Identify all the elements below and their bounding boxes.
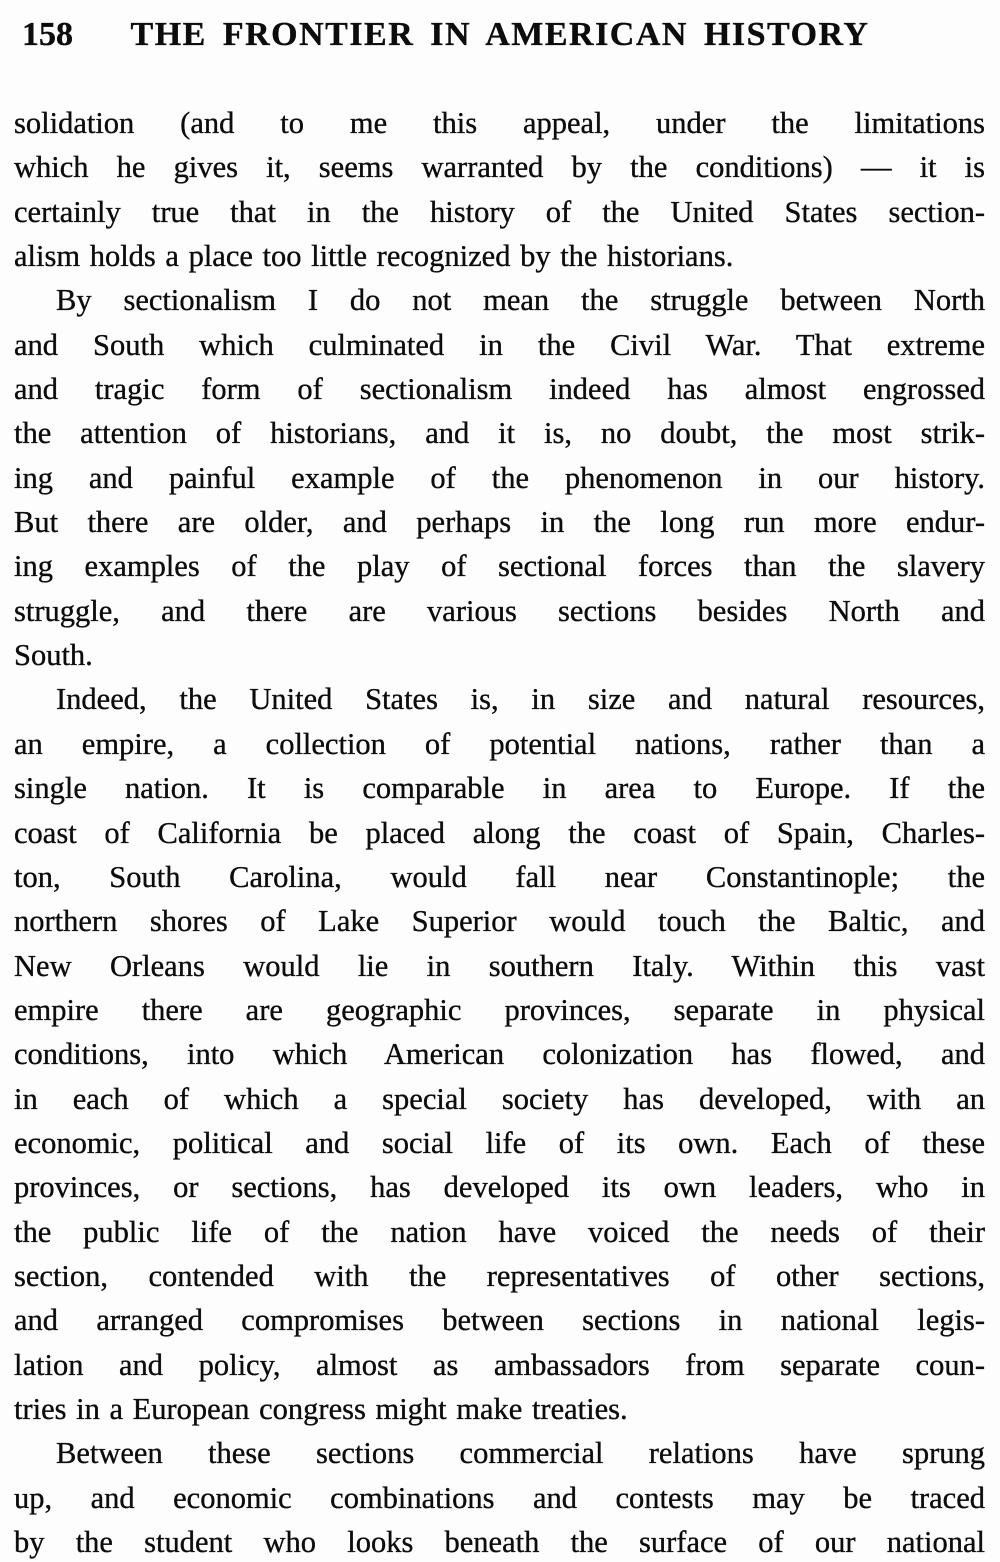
text-line: the attention of historians, and it is, no doubt, the most strik-	[14, 416, 985, 451]
text-line: ing and painful example of the phenomenon in our history.	[14, 460, 985, 495]
text-line: lation and policy, almost as ambassadors from separate coun-	[14, 1347, 985, 1382]
text-line: economic, political and social life of its own. Each of these	[14, 1125, 985, 1160]
text-line: in each of which a special society has developed, with an	[14, 1081, 985, 1116]
text-line: South.	[14, 638, 93, 673]
page-header	[0, 0, 1000, 74]
text-line: coast of California be placed along the coast of Spain, Charles-	[14, 815, 985, 850]
text-line: solidation (and to me this appeal, under the limitations	[14, 106, 985, 140]
text-line: the public life of the nation have voiced the needs of their	[14, 1214, 985, 1249]
text-line: But there are older, and perhaps in the long run more endur-	[14, 505, 985, 540]
text-line: tries in a European congress might make treaties.	[14, 1391, 628, 1426]
text-line: Indeed, the United States is, in size and natural resources,	[56, 682, 985, 717]
running-head: THE FRONTIER IN AMERICAN HISTORY	[130, 16, 870, 53]
text-line: By sectionalism I do not mean the struggle between North	[56, 283, 985, 318]
text-line: New Orleans would lie in southern Italy. Within this vast	[14, 948, 985, 983]
text-line: by the student who looks beneath the surface of our national	[14, 1525, 985, 1559]
text-line: and arranged compromises between sections in national legis-	[14, 1303, 985, 1338]
text-line: conditions, into which American colonization has flowed, and	[14, 1037, 985, 1072]
text-line: which he gives it, seems warranted by the conditions) — it is	[14, 150, 985, 185]
page-number: 158	[22, 16, 73, 53]
text-line: provinces, or sections, has developed its own leaders, who in	[14, 1170, 985, 1205]
text-line: and tragic form of sectionalism indeed has almost engrossed	[14, 372, 985, 407]
text-line: ton, South Carolina, would fall near Constantinople; the	[14, 859, 985, 894]
text-line: empire there are geographic provinces, separate in physical	[14, 992, 985, 1027]
text-line: single nation. It is comparable in area to Europe. If the	[14, 771, 985, 806]
text-line: certainly true that in the history of the United States section-	[14, 194, 985, 229]
text-line: an empire, a collection of potential nations, rather than a	[14, 726, 985, 761]
text-line: struggle, and there are various sections besides North and	[14, 593, 985, 628]
text-line: section, contended with the representatives of other sections,	[14, 1258, 985, 1293]
text-line: up, and economic combinations and contests may be traced	[14, 1480, 985, 1515]
text-line: and South which culminated in the Civil War. That extreme	[14, 327, 985, 362]
text-line: Between these sections commercial relations have sprung	[56, 1436, 985, 1471]
text-line: northern shores of Lake Superior would touch the Baltic, and	[14, 904, 985, 939]
text-line: ing examples of the play of sectional forces than the slavery	[14, 549, 985, 584]
body-text	[0, 74, 1000, 1562]
text-line: alism holds a place too little recognized by the historians.	[14, 239, 734, 274]
